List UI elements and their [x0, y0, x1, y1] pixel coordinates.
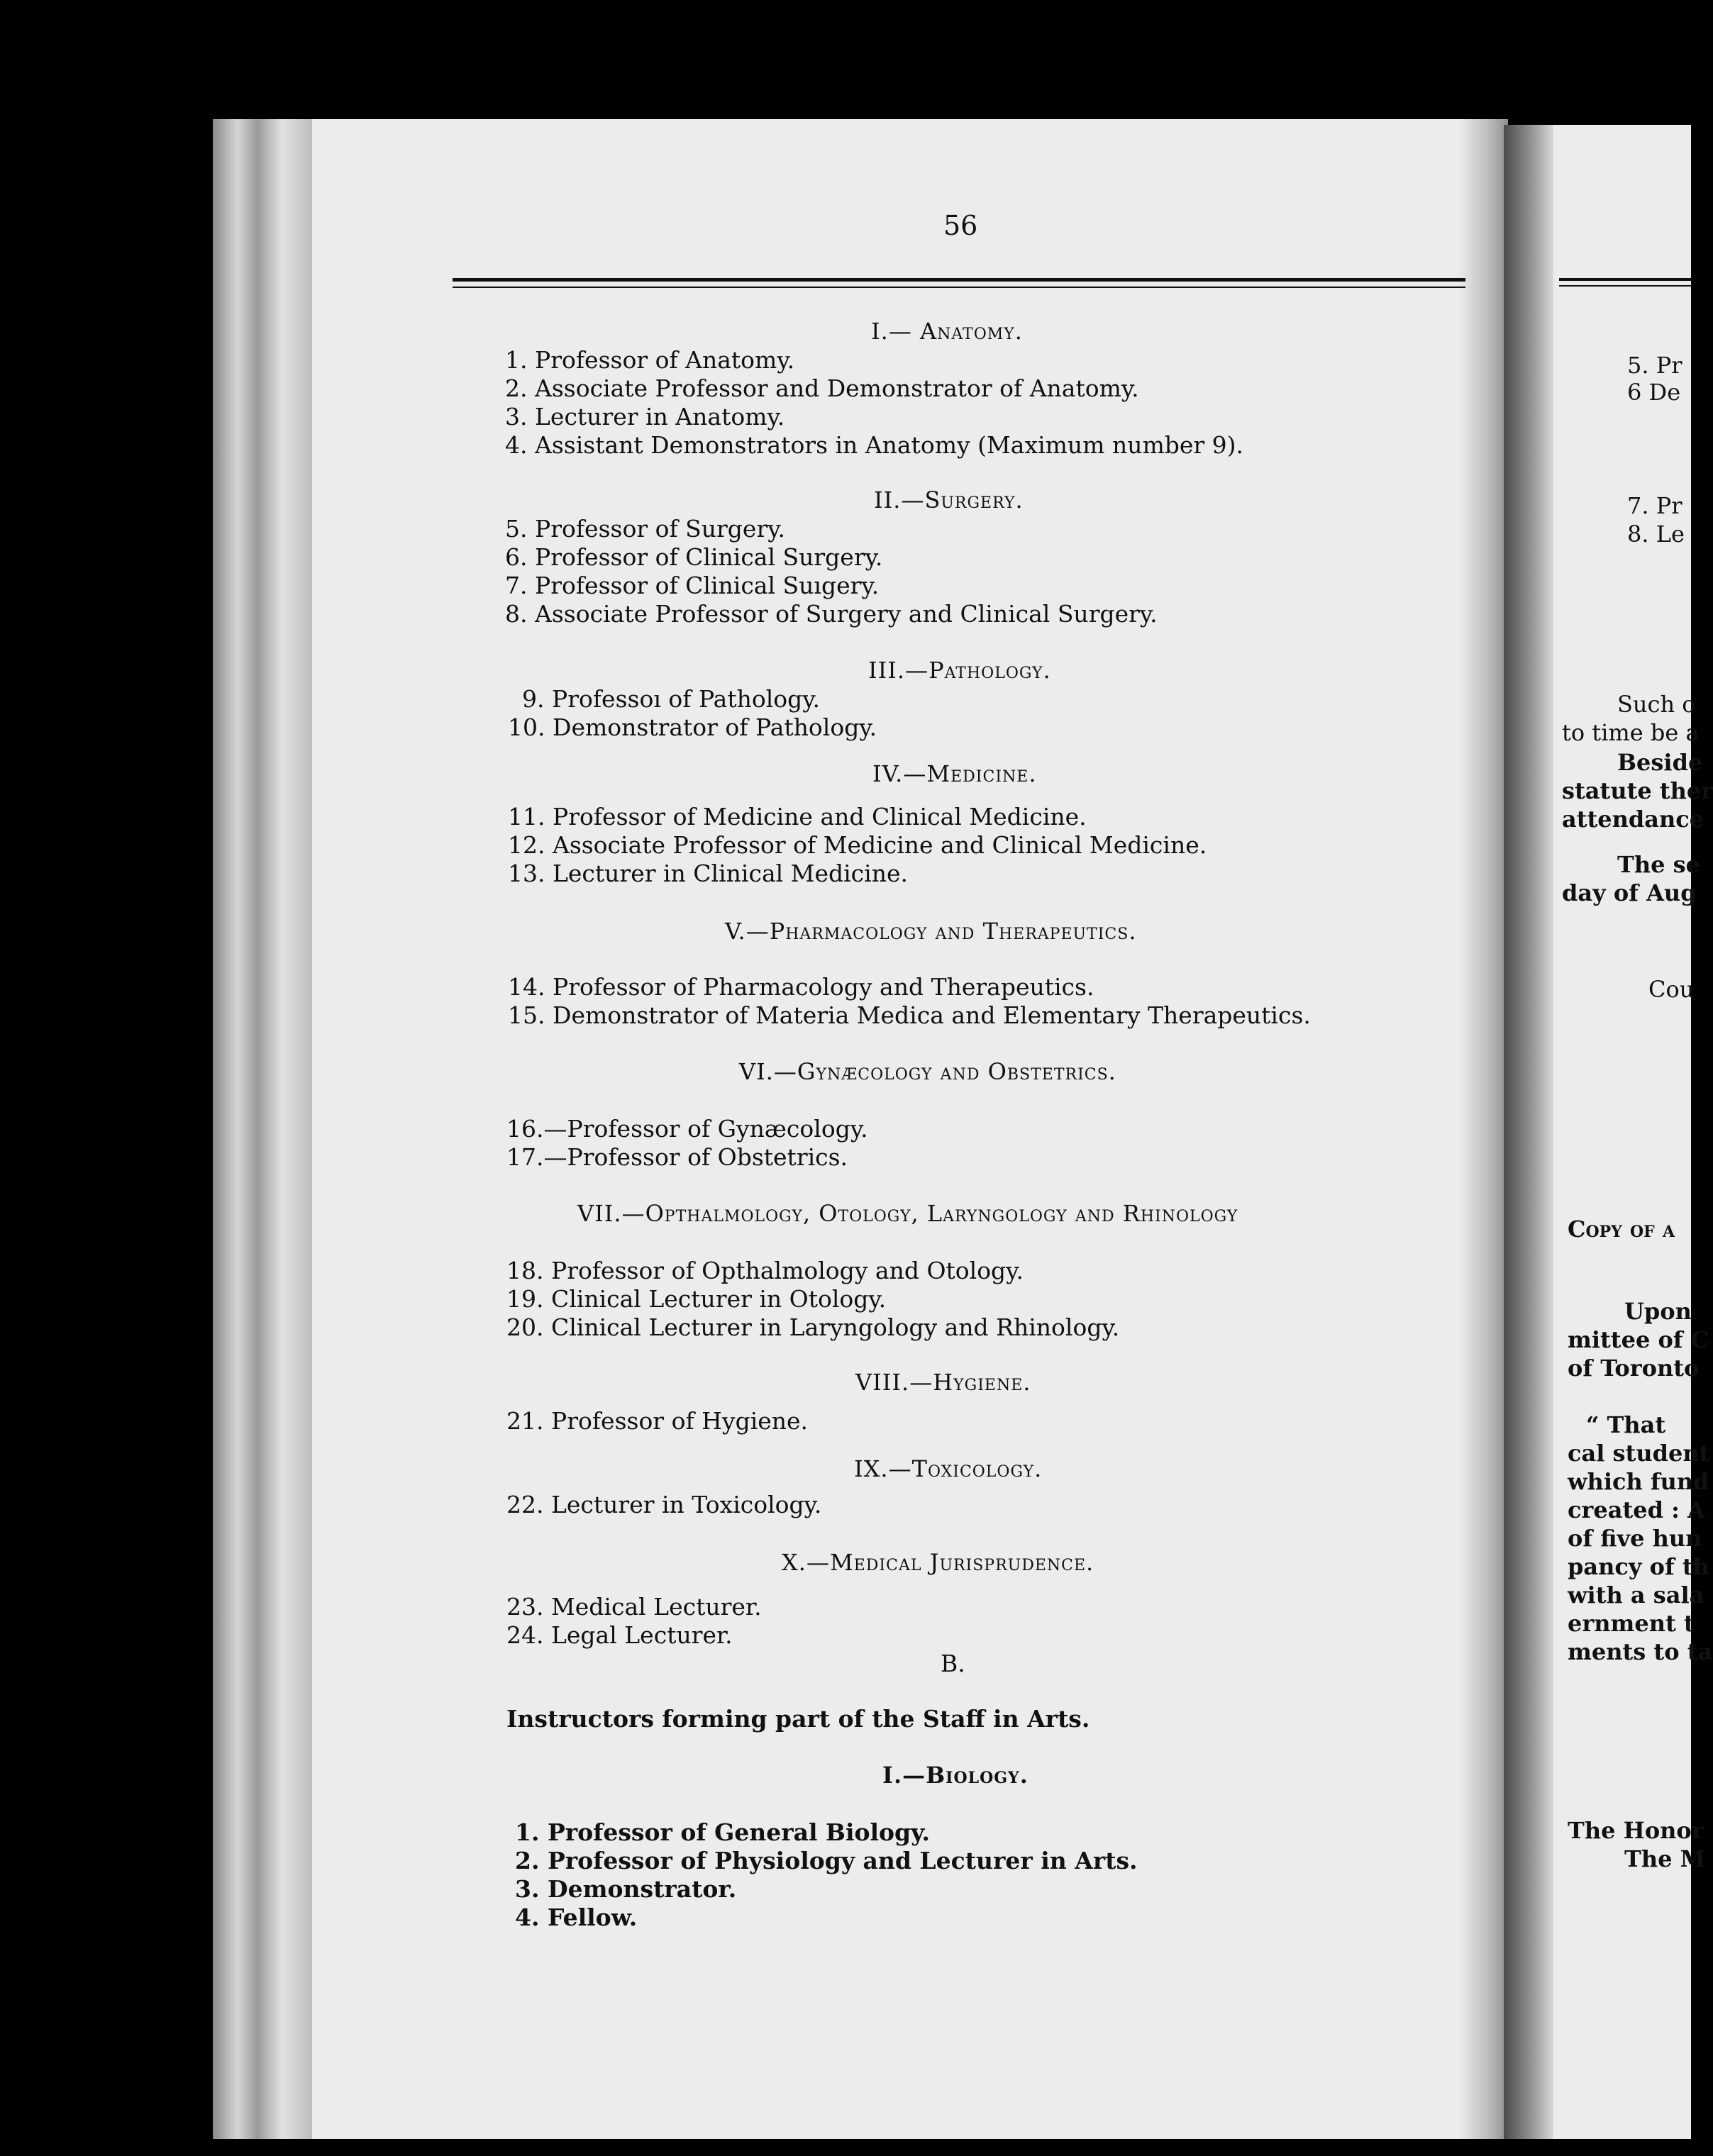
- item-number: 14.: [508, 973, 545, 1001]
- item-number: 3.: [505, 403, 528, 430]
- right-fragment: of Toronto: [1568, 1355, 1700, 1382]
- section-heading: I.— Anatomy.: [871, 318, 1023, 345]
- right-fragment: 8. Le: [1627, 521, 1685, 548]
- item-text: Clinical Lecturer in Laryngology and Rhinology.: [550, 1313, 1120, 1341]
- section-heading: II.—Surgery.: [874, 487, 1024, 513]
- list-item: [506, 1285, 886, 1313]
- list-item: [505, 543, 882, 571]
- item-number: 8.: [505, 600, 528, 628]
- header-rule: [453, 278, 1465, 282]
- right-header-rule-thin: [1559, 285, 1691, 287]
- part-letter: B.: [941, 1650, 965, 1677]
- item-text: Lecturer in Anatomy.: [535, 403, 785, 430]
- list-item: [505, 431, 1243, 459]
- list-item: [508, 713, 877, 741]
- item-text: Lecturer in Clinical Medicine.: [552, 860, 908, 887]
- item-text: Demonstrator of Pathology.: [552, 713, 877, 741]
- list-item: [505, 515, 785, 543]
- list-item: [515, 1904, 637, 1931]
- right-fragment: of five hun: [1568, 1525, 1702, 1552]
- list-item: [506, 1593, 762, 1621]
- section-heading: VI.—Gynæcology and Obstetrics.: [739, 1058, 1116, 1085]
- right-fragment: pancy of th: [1568, 1553, 1709, 1580]
- item-text: Professor of Surgery.: [535, 515, 785, 543]
- page-number: 56: [943, 210, 978, 241]
- item-number: 17.—: [506, 1143, 567, 1171]
- section-heading: IX.—Toxicology.: [854, 1455, 1043, 1482]
- right-fragment: ernment t: [1568, 1610, 1695, 1637]
- item-text: Associate Professor of Medicine and Clinical Medicine.: [552, 831, 1207, 859]
- right-fragment: The Honor: [1568, 1817, 1704, 1844]
- right-fragment: which fund: [1568, 1468, 1709, 1495]
- item-number: 24.: [506, 1621, 544, 1649]
- section-heading: VII.—Opthalmology, Otology, Laryngology and Rhinology: [577, 1200, 1238, 1227]
- section-heading: III.—Pathology.: [868, 657, 1051, 684]
- list-item: [505, 374, 1139, 402]
- item-text: Assistant Demonstrators in Anatomy (Maximum number 9).: [535, 431, 1244, 459]
- section-heading: X.—Medical Jurisprudence.: [782, 1549, 1094, 1576]
- right-fragment: 5. Pr: [1627, 352, 1682, 379]
- list-item: [506, 1313, 1119, 1341]
- header-rule-thin: [453, 287, 1465, 288]
- section-heading: VIII.—Hygiene.: [855, 1369, 1031, 1396]
- right-fragment: Such o: [1617, 691, 1696, 718]
- item-number: 4.: [505, 431, 528, 459]
- item-text: Professor of Clinical Surgery.: [535, 543, 883, 571]
- list-item: [515, 1875, 736, 1903]
- right-fragment: The M: [1624, 1845, 1705, 1872]
- list-item: [508, 831, 1207, 859]
- item-text: Professor of Pharmacology and Therapeutics.: [552, 973, 1094, 1001]
- item-number: 11.: [508, 803, 545, 830]
- list-item: [506, 1115, 868, 1143]
- list-item: [505, 600, 1158, 628]
- item-number: 15.: [508, 1001, 545, 1029]
- right-fragment: with a sala: [1568, 1582, 1704, 1608]
- list-item: [506, 1143, 848, 1171]
- item-text: Professor of General Biology.: [547, 1818, 930, 1846]
- list-item: [505, 403, 785, 430]
- item-text: Professor of Obstetrics.: [567, 1143, 848, 1171]
- item-text: Legal Lecturer.: [550, 1621, 733, 1649]
- right-fragment: ments to ta: [1568, 1638, 1713, 1665]
- item-number: 20.: [506, 1313, 544, 1341]
- page-edge: [213, 119, 312, 2139]
- right-fragment: Copy of a: [1568, 1216, 1675, 1243]
- list-item: [506, 1257, 1024, 1284]
- list-item: [515, 1818, 930, 1846]
- list-item: [508, 803, 1087, 830]
- right-fragment: 7. Pr: [1627, 492, 1682, 519]
- right-fragment: Cou: [1648, 976, 1695, 1003]
- right-fragment: day of Aug: [1562, 879, 1697, 906]
- item-number: 2.: [505, 374, 528, 402]
- list-item: [506, 1407, 808, 1435]
- item-number: 2.: [515, 1847, 540, 1874]
- section-heading: V.—Pharmacology and Therapeutics.: [725, 918, 1137, 945]
- item-text: Professor of Anatomy.: [535, 346, 795, 374]
- right-fragment: cal student: [1568, 1440, 1710, 1467]
- item-text: Clinical Lecturer in Otology.: [550, 1285, 887, 1313]
- section-heading: IV.—Medicine.: [872, 760, 1037, 787]
- list-item: [508, 973, 1094, 1001]
- item-text: Professor of Medicine and Clinical Medicine.: [552, 803, 1087, 830]
- item-text: Demonstrator.: [547, 1875, 737, 1903]
- item-number: 19.: [506, 1285, 544, 1313]
- list-item: [522, 685, 820, 713]
- item-number: 10.: [508, 713, 545, 741]
- part-intro: Instructors forming part of the Staff in Arts.: [506, 1705, 1090, 1733]
- gutter-shadow: [1458, 119, 1508, 2139]
- item-number: 22.: [506, 1491, 544, 1518]
- item-text: Medical Lecturer.: [550, 1593, 762, 1621]
- item-number: 18.: [506, 1257, 544, 1284]
- item-number: 6.: [505, 543, 528, 571]
- list-item: [508, 860, 908, 887]
- item-text: Demonstrator of Materia Medica and Elementary Therapeutics.: [552, 1001, 1311, 1029]
- item-text: Associate Professor of Surgery and Clinical Surgery.: [535, 600, 1158, 628]
- list-item: [506, 1621, 733, 1649]
- list-item: [505, 346, 794, 374]
- item-text: Professor of Clinical Suıgery.: [535, 572, 880, 599]
- list-item: [505, 572, 879, 599]
- item-number: 16.—: [506, 1115, 567, 1143]
- right-gutter: [1504, 125, 1553, 2139]
- item-text: Professor of Opthalmology and Otology.: [550, 1257, 1024, 1284]
- item-text: Professor of Hygiene.: [550, 1407, 809, 1435]
- right-fragment: to time be a: [1562, 719, 1700, 746]
- item-number: 1.: [505, 346, 528, 374]
- item-number: 12.: [508, 831, 545, 859]
- item-number: 7.: [505, 572, 528, 599]
- item-text: Professoı of Pathology.: [552, 685, 821, 713]
- item-number: 1.: [515, 1818, 540, 1846]
- list-item: [508, 1001, 1311, 1029]
- right-fragment: created : A: [1568, 1496, 1705, 1523]
- item-number: 21.: [506, 1407, 544, 1435]
- item-text: Fellow.: [547, 1904, 638, 1931]
- item-number: 4.: [515, 1904, 540, 1931]
- right-fragment: “ That: [1586, 1411, 1666, 1438]
- right-fragment: mittee of C: [1568, 1326, 1709, 1353]
- right-fragment: attendance: [1562, 806, 1704, 833]
- list-item: [515, 1847, 1138, 1874]
- right-header-rule: [1559, 278, 1691, 281]
- right-fragment: The se: [1617, 851, 1700, 878]
- item-text: Professor of Gynæcology.: [567, 1115, 868, 1143]
- right-fragment: 6 De: [1627, 379, 1681, 406]
- right-fragment: Beside: [1617, 749, 1703, 776]
- item-text: Professor of Physiology and Lecturer in Arts.: [547, 1847, 1138, 1874]
- item-number: 23.: [506, 1593, 544, 1621]
- item-number: 5.: [505, 515, 528, 543]
- item-number: 13.: [508, 860, 545, 887]
- right-fragment: statute ther: [1562, 777, 1713, 804]
- right-fragment: Upon: [1624, 1298, 1692, 1325]
- item-text: Lecturer in Toxicology.: [550, 1491, 822, 1518]
- item-number: 3.: [515, 1875, 540, 1903]
- list-item: [506, 1491, 821, 1518]
- section-heading: I.—Biology.: [882, 1762, 1029, 1789]
- item-text: Associate Professor and Demonstrator of Anatomy.: [535, 374, 1139, 402]
- item-number: 9.: [522, 685, 545, 713]
